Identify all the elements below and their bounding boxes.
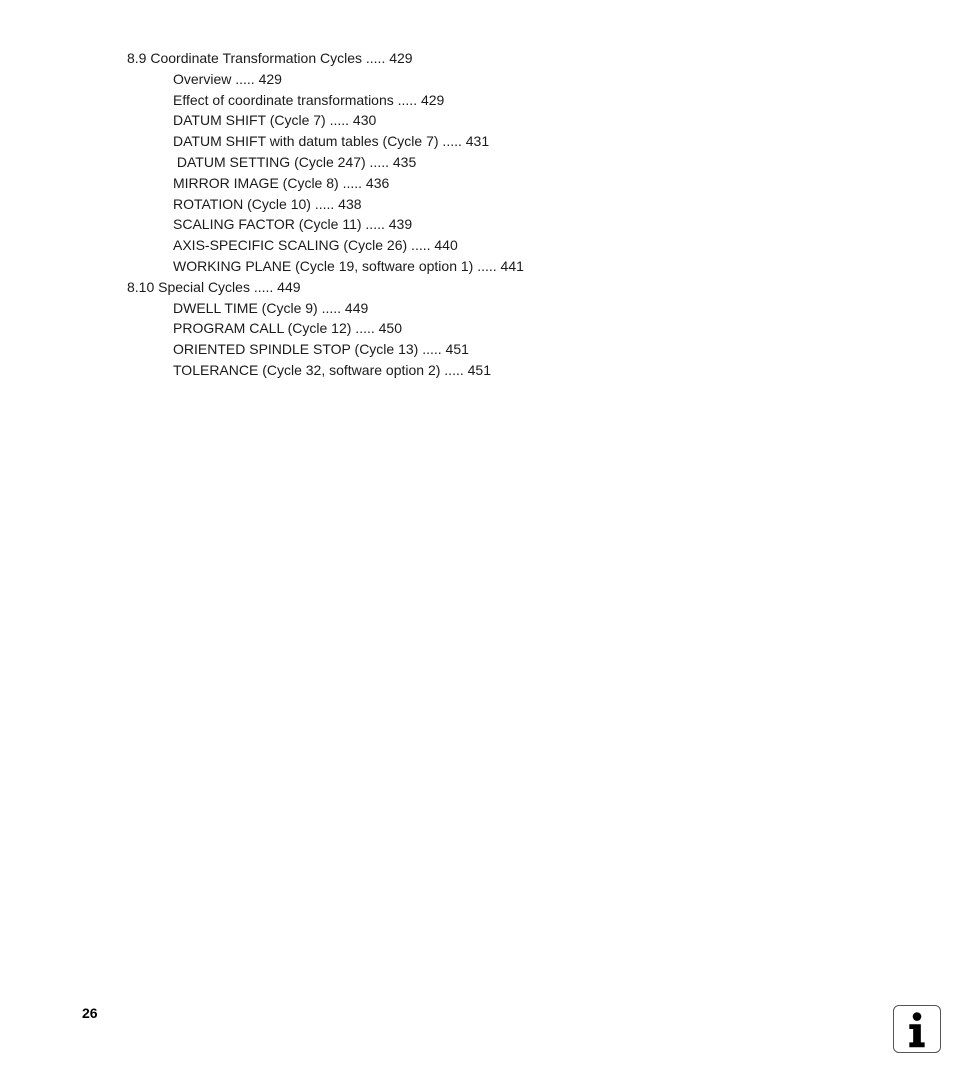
toc-entry: WORKING PLANE (Cycle 19, software option 1) ..... 441 bbox=[173, 257, 524, 274]
toc-entry: Overview ..... 429 bbox=[173, 70, 282, 87]
toc-entry: TOLERANCE (Cycle 32, software option 2) ..... 451 bbox=[173, 361, 491, 378]
toc-section-entry: 8.9 Coordinate Transformation Cycles ..... 429 bbox=[127, 50, 413, 66]
toc-entry: DATUM SHIFT with datum tables (Cycle 7) ..... 431 bbox=[173, 133, 490, 150]
toc-entry: Effect of coordinate transformations ..... 429 bbox=[173, 91, 445, 108]
toc-entry: ROTATION (Cycle 10) ..... 438 bbox=[173, 195, 362, 212]
toc-entry: SCALING FACTOR (Cycle 11) ..... 439 bbox=[173, 216, 413, 233]
toc-entry: PROGRAM CALL (Cycle 12) ..... 450 bbox=[173, 320, 402, 337]
toc-section-entry: 8.10 Special Cycles ..... 449 bbox=[127, 278, 301, 295]
table-of-contents bbox=[127, 48, 887, 381]
toc-entry: DATUM SETTING (Cycle 247) ..... 435 bbox=[173, 153, 417, 170]
info-icon-graphic bbox=[894, 1006, 940, 1052]
page-number: 26 bbox=[82, 1005, 98, 1021]
toc-entry: ORIENTED SPINDLE STOP (Cycle 13) ..... 451 bbox=[173, 341, 469, 358]
toc-entry: AXIS-SPECIFIC SCALING (Cycle 26) ..... 440 bbox=[173, 237, 458, 254]
toc-entry: DATUM SHIFT (Cycle 7) ..... 430 bbox=[173, 112, 377, 129]
info-icon bbox=[893, 1005, 941, 1053]
toc-entry: MIRROR IMAGE (Cycle 8) ..... 436 bbox=[173, 174, 390, 191]
toc-entry: DWELL TIME (Cycle 9) ..... 449 bbox=[173, 299, 369, 316]
